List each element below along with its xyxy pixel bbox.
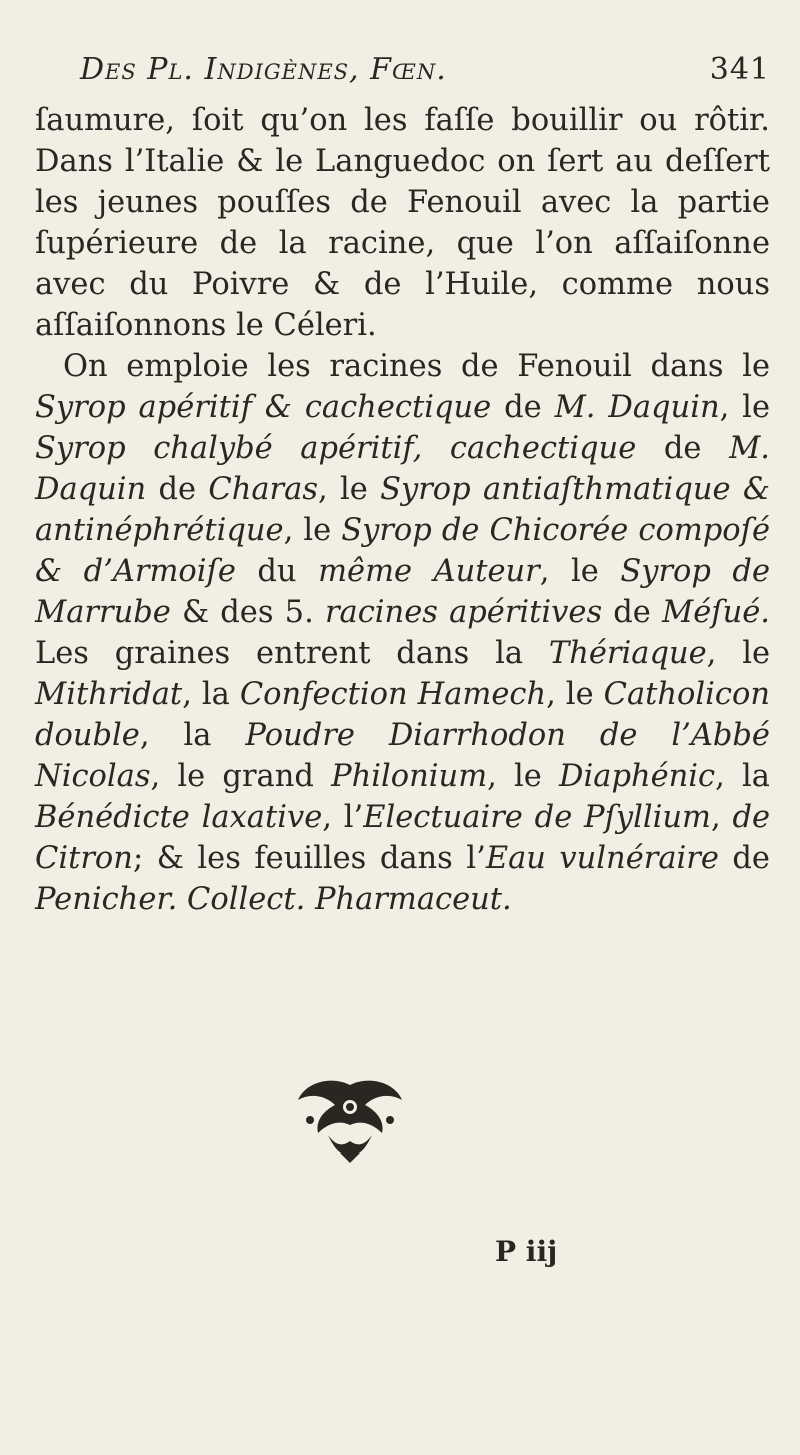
italic-run: Charas xyxy=(208,472,318,507)
italic-run: Thériaque xyxy=(548,636,707,671)
italic-run: Bénédicte laxative xyxy=(35,800,323,835)
text-run: de xyxy=(491,390,555,425)
text-run: du xyxy=(235,554,319,589)
text-run: , le xyxy=(706,636,770,671)
italic-run: racines apéritives xyxy=(324,595,603,630)
italic-run: Eau vulnéraire xyxy=(485,841,719,876)
text-run: de xyxy=(718,841,770,876)
running-header xyxy=(80,50,770,90)
text-run: , la xyxy=(139,718,246,753)
text-run: , le xyxy=(719,390,770,425)
text-run: de xyxy=(636,431,730,466)
page-number: 341 xyxy=(709,52,770,87)
paragraph-1: ſaumure, ſoit qu’on les faſſe bouillir ou rôtir. Dans l’Italie & le Languedoc on ſert au deſſert les jeunes pouſſes de Fenouil avec la partie ſupérieure de la racine, que l’on aſſaiſonne avec du Poivre & de l’Huile, comme nous aſſaiſonnons le Céleri. xyxy=(35,103,770,343)
text-run: de xyxy=(602,595,663,630)
text-run: On emploie les racines de Fenouil dans le xyxy=(63,349,770,384)
running-title: Des Pl. Indigènes, Fœn. xyxy=(80,52,447,87)
italic-run: Confection Hamech xyxy=(239,677,547,712)
text-run: & des 5. xyxy=(170,595,325,630)
italic-run: M. Daquin xyxy=(554,390,720,425)
text-run: , le xyxy=(283,513,342,548)
italic-run: Diaphénic xyxy=(559,759,716,794)
italic-run: Syrop chalybé apéritif, cachectique xyxy=(35,431,637,466)
italic-run: Syrop de Marrube xyxy=(35,554,770,630)
italic-run: Catholicon double xyxy=(35,677,771,753)
text-run: , le xyxy=(487,759,560,794)
italic-run: Electuaire de Pſyllium xyxy=(363,800,711,835)
text-run: , le xyxy=(317,472,381,507)
italic-run: Philonium xyxy=(331,759,488,794)
body-text xyxy=(35,100,770,920)
italic-run: Méſué. xyxy=(662,595,770,630)
text-run: , la xyxy=(182,677,240,712)
italic-run: Mithridat xyxy=(35,677,183,712)
italic-run: Syrop antiaſthmatique & antinéphrétique xyxy=(35,472,770,548)
italic-run: Poudre Diarrhodon de l’Abbé Nicolas xyxy=(35,718,770,794)
text-run: Les graines entrent dans la xyxy=(35,636,549,671)
text-run: , la xyxy=(715,759,770,794)
italic-run: Syrop de Chicorée compoſé & d’Armoiſe xyxy=(35,513,771,589)
floral-ornament-icon xyxy=(290,1075,410,1165)
text-run: ; & les feuilles dans l’ xyxy=(132,841,486,876)
text-run: , le xyxy=(546,677,604,712)
text-run: , xyxy=(710,800,733,835)
italic-run: même Auteur xyxy=(318,554,540,589)
text-run: , le xyxy=(539,554,621,589)
italic-run: de Citron xyxy=(35,800,771,876)
text-run: , le grand xyxy=(150,759,332,794)
signature-mark: P iij xyxy=(495,1235,558,1268)
italic-run: M. Daquin xyxy=(35,431,771,507)
paragraph-2 xyxy=(35,346,770,920)
italic-run: Syrop apéritif & cachectique xyxy=(35,390,492,425)
italic-run: Penicher. Collect. Pharmaceut. xyxy=(35,882,512,917)
text-run: de xyxy=(146,472,209,507)
text-run: , l’ xyxy=(322,800,364,835)
